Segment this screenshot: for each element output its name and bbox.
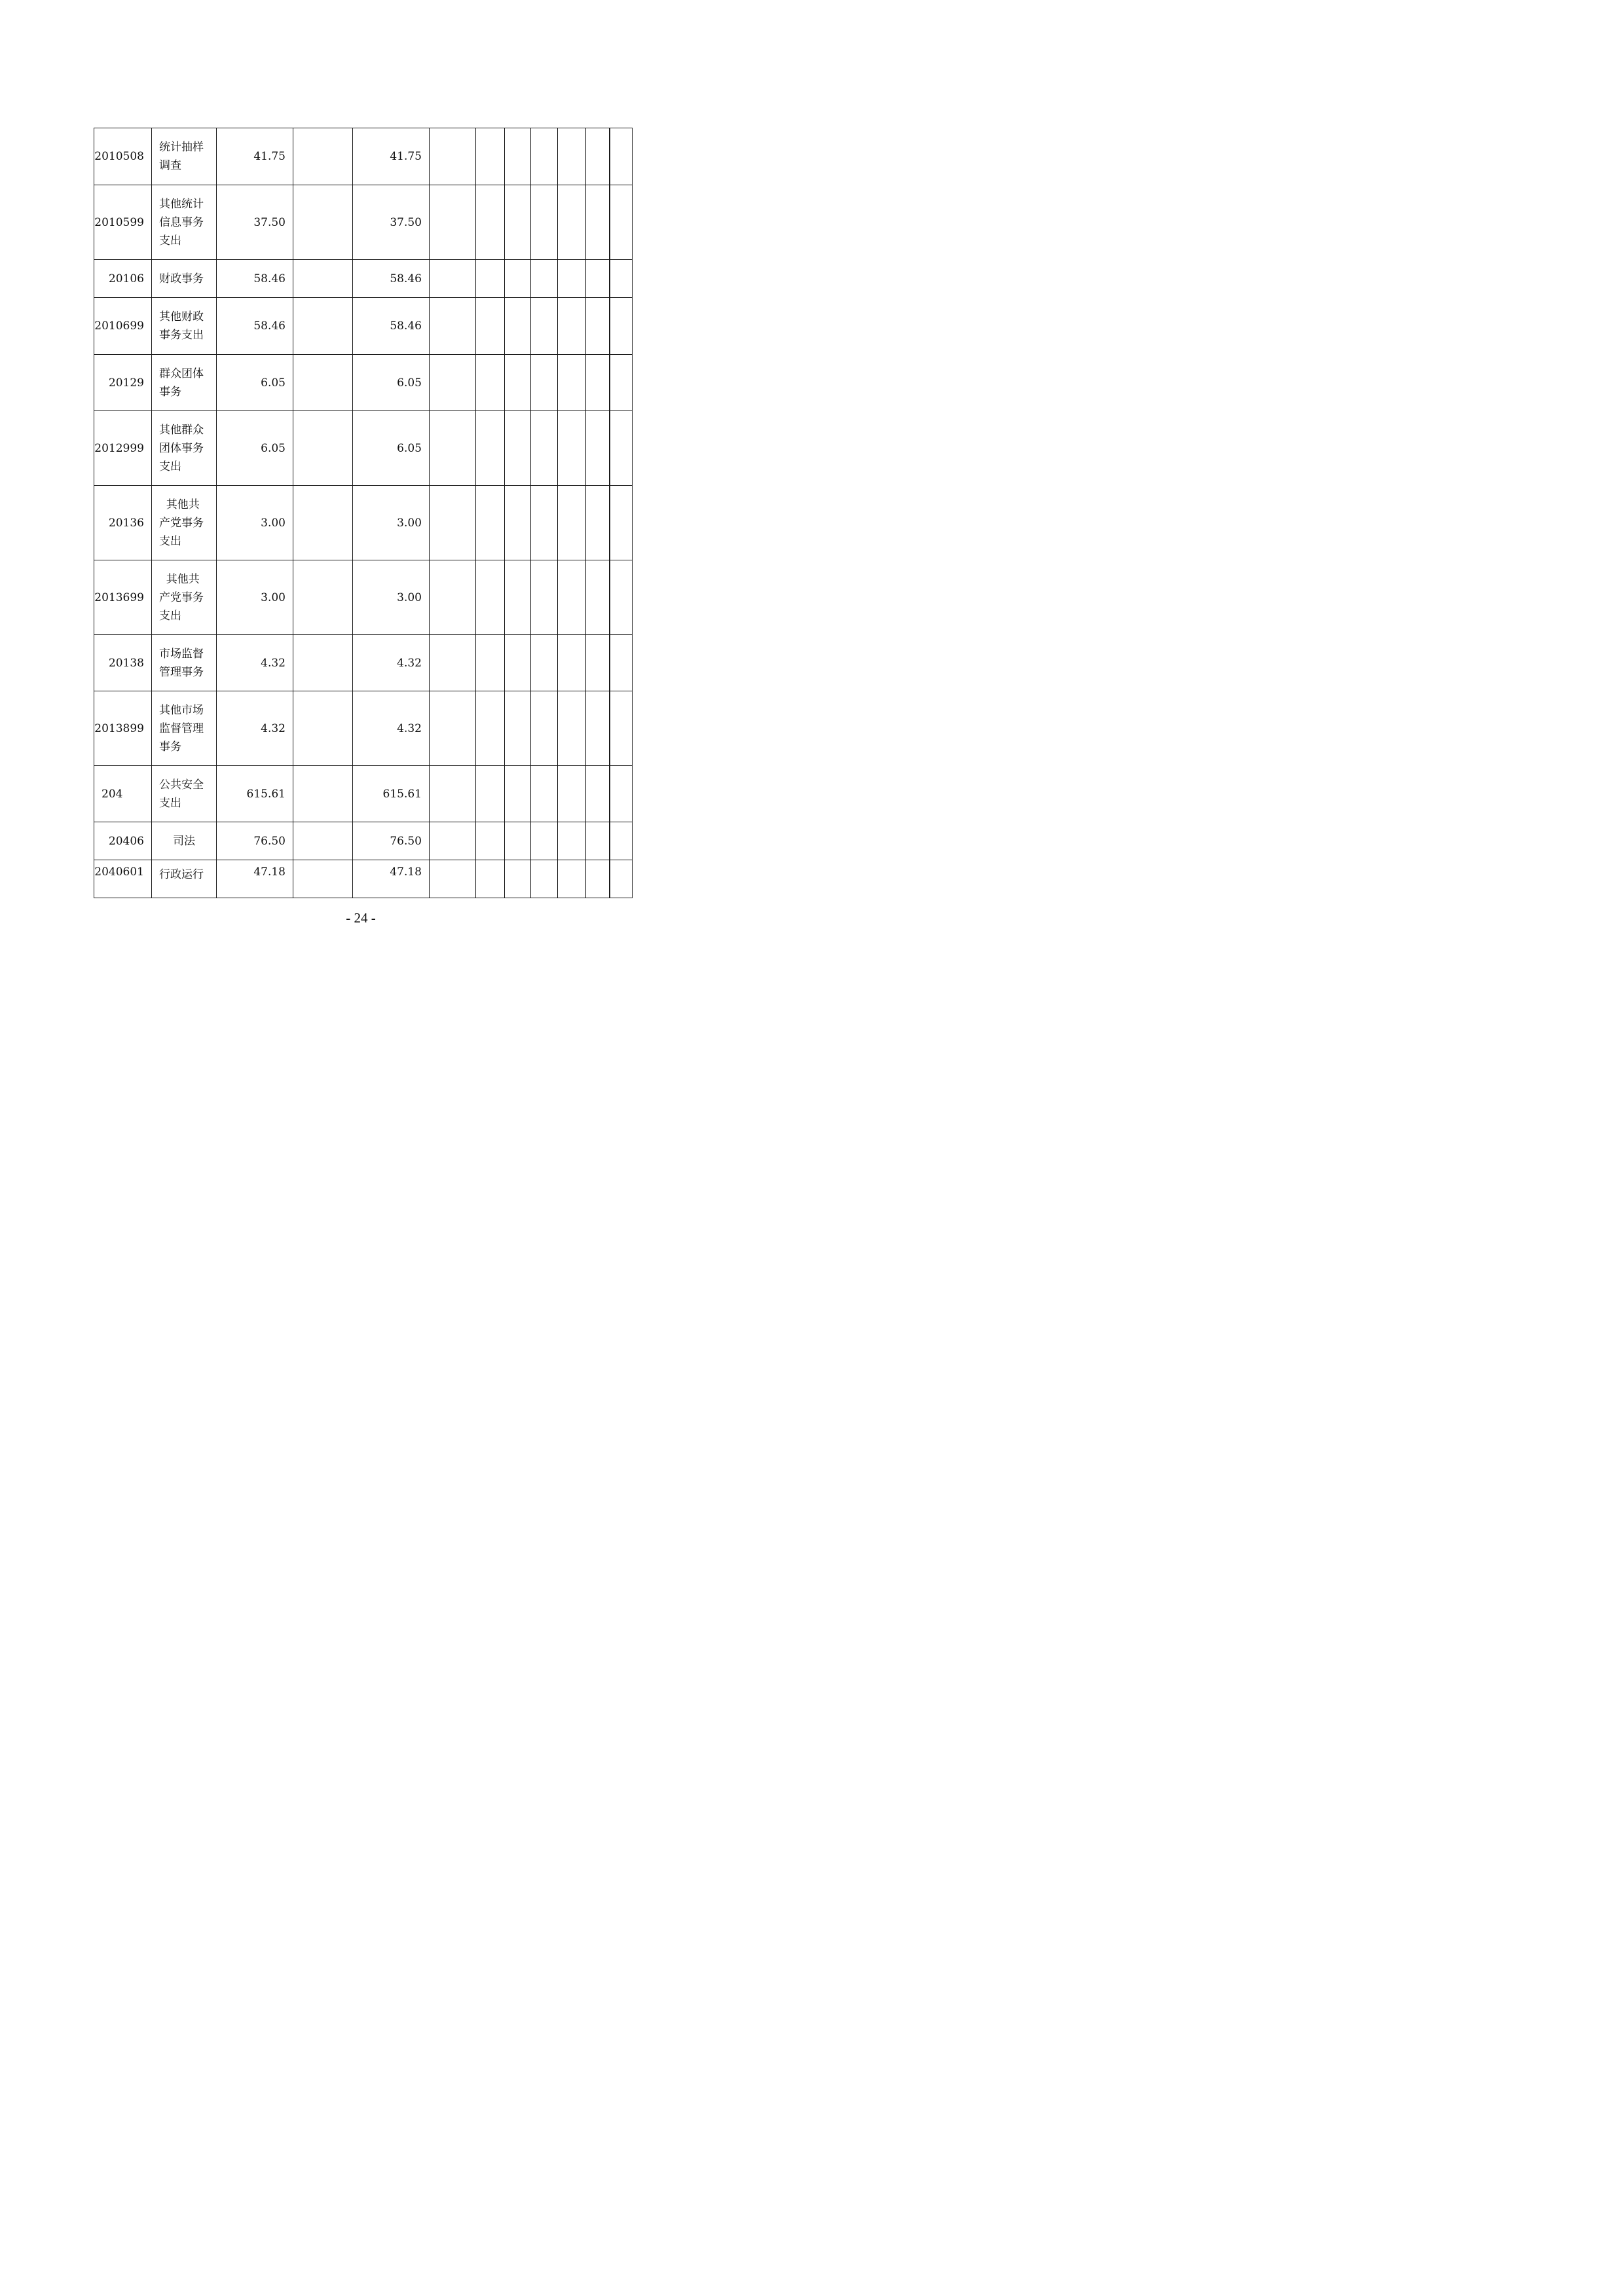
empty-cell	[293, 128, 353, 185]
empty-cell	[476, 411, 505, 486]
empty-cell	[430, 766, 476, 822]
empty-cell	[505, 860, 531, 898]
empty-cell	[293, 355, 353, 411]
empty-cell	[476, 560, 505, 635]
empty-cell	[610, 260, 633, 298]
empty-cell	[558, 486, 586, 560]
empty-cell	[293, 691, 353, 766]
empty-cell	[610, 860, 633, 898]
empty-cell	[610, 560, 633, 635]
empty-cell	[505, 822, 531, 860]
empty-cell	[531, 128, 558, 185]
empty-cell	[430, 260, 476, 298]
amount-cell: 41.75	[353, 128, 430, 185]
empty-cell	[476, 128, 505, 185]
empty-cell	[610, 355, 633, 411]
empty-cell	[586, 411, 610, 486]
subject-code-cell: 2010508	[94, 128, 152, 185]
total-amount-cell: 3.00	[217, 560, 293, 635]
empty-cell	[505, 355, 531, 411]
subject-name-cell: 行政运行	[152, 860, 217, 898]
total-amount-cell: 76.50	[217, 822, 293, 860]
subject-code-cell: 204	[94, 766, 152, 822]
empty-cell	[476, 185, 505, 260]
empty-cell	[586, 128, 610, 185]
table-row	[94, 822, 633, 860]
empty-cell	[558, 691, 586, 766]
empty-cell	[505, 486, 531, 560]
empty-cell	[586, 355, 610, 411]
empty-cell	[531, 260, 558, 298]
subject-name-cell: 群众团体 事务	[152, 355, 217, 411]
empty-cell	[430, 486, 476, 560]
empty-cell	[505, 298, 531, 355]
table-row	[94, 560, 633, 635]
subject-code-cell: 2013699	[94, 560, 152, 635]
subject-name-cell: 财政事务	[152, 260, 217, 298]
total-amount-cell: 58.46	[217, 298, 293, 355]
empty-cell	[293, 560, 353, 635]
empty-cell	[505, 691, 531, 766]
empty-cell	[430, 691, 476, 766]
empty-cell	[293, 635, 353, 691]
empty-cell	[293, 260, 353, 298]
empty-cell	[476, 860, 505, 898]
table-row	[94, 355, 633, 411]
amount-cell: 47.18	[353, 860, 430, 898]
empty-cell	[505, 635, 531, 691]
empty-cell	[558, 298, 586, 355]
table-row	[94, 766, 633, 822]
empty-cell	[610, 766, 633, 822]
amount-cell: 58.46	[353, 260, 430, 298]
table-row	[94, 298, 633, 355]
empty-cell	[531, 860, 558, 898]
amount-cell: 37.50	[353, 185, 430, 260]
empty-cell	[505, 560, 531, 635]
empty-cell	[610, 411, 633, 486]
subject-code-cell: 20406	[94, 822, 152, 860]
subject-name-cell: 其他统计 信息事务 支出	[152, 185, 217, 260]
empty-cell	[558, 635, 586, 691]
empty-cell	[430, 128, 476, 185]
subject-code-cell: 2012999	[94, 411, 152, 486]
subject-name-cell: 其他共 产党事务 支出	[152, 560, 217, 635]
empty-cell	[558, 860, 586, 898]
amount-cell: 6.05	[353, 411, 430, 486]
empty-cell	[293, 185, 353, 260]
empty-cell	[505, 260, 531, 298]
subject-code-cell: 20136	[94, 486, 152, 560]
empty-cell	[430, 355, 476, 411]
empty-cell	[586, 298, 610, 355]
empty-cell	[586, 691, 610, 766]
empty-cell	[430, 411, 476, 486]
empty-cell	[531, 560, 558, 635]
amount-cell: 4.32	[353, 691, 430, 766]
total-amount-cell: 615.61	[217, 766, 293, 822]
total-amount-cell: 4.32	[217, 635, 293, 691]
empty-cell	[558, 260, 586, 298]
empty-cell	[586, 185, 610, 260]
empty-cell	[558, 411, 586, 486]
empty-cell	[610, 822, 633, 860]
empty-cell	[476, 635, 505, 691]
empty-cell	[558, 560, 586, 635]
empty-cell	[293, 822, 353, 860]
subject-name-cell: 其他财政 事务支出	[152, 298, 217, 355]
empty-cell	[505, 411, 531, 486]
empty-cell	[558, 766, 586, 822]
empty-cell	[610, 185, 633, 260]
total-amount-cell: 37.50	[217, 185, 293, 260]
document-page	[0, 0, 722, 1021]
amount-cell: 76.50	[353, 822, 430, 860]
subject-name-cell: 其他共 产党事务 支出	[152, 486, 217, 560]
empty-cell	[505, 766, 531, 822]
subject-code-cell: 2013899	[94, 691, 152, 766]
table-row	[94, 411, 633, 486]
empty-cell	[558, 822, 586, 860]
empty-cell	[476, 766, 505, 822]
empty-cell	[586, 486, 610, 560]
empty-cell	[430, 635, 476, 691]
empty-cell	[293, 298, 353, 355]
table-row	[94, 635, 633, 691]
empty-cell	[505, 128, 531, 185]
table-row	[94, 260, 633, 298]
total-amount-cell: 58.46	[217, 260, 293, 298]
empty-cell	[610, 635, 633, 691]
subject-name-cell: 其他市场 监督管理 事务	[152, 691, 217, 766]
empty-cell	[430, 860, 476, 898]
empty-cell	[531, 411, 558, 486]
budget-expenditure-table	[94, 128, 633, 898]
subject-code-cell: 20106	[94, 260, 152, 298]
subject-name-cell: 其他群众 团体事务 支出	[152, 411, 217, 486]
subject-code-cell: 2040601	[94, 860, 152, 898]
subject-code-cell: 20129	[94, 355, 152, 411]
empty-cell	[610, 298, 633, 355]
table-row	[94, 691, 633, 766]
empty-cell	[476, 298, 505, 355]
empty-cell	[586, 822, 610, 860]
empty-cell	[476, 486, 505, 560]
empty-cell	[586, 860, 610, 898]
total-amount-cell: 6.05	[217, 355, 293, 411]
empty-cell	[476, 691, 505, 766]
subject-name-cell: 统计抽样 调查	[152, 128, 217, 185]
empty-cell	[476, 355, 505, 411]
total-amount-cell: 41.75	[217, 128, 293, 185]
empty-cell	[430, 822, 476, 860]
table-row	[94, 486, 633, 560]
empty-cell	[558, 128, 586, 185]
empty-cell	[531, 486, 558, 560]
empty-cell	[430, 185, 476, 260]
empty-cell	[430, 560, 476, 635]
subject-code-cell: 2010699	[94, 298, 152, 355]
subject-code-cell: 20138	[94, 635, 152, 691]
empty-cell	[293, 860, 353, 898]
empty-cell	[610, 486, 633, 560]
subject-name-cell: 司法	[152, 822, 217, 860]
amount-cell: 6.05	[353, 355, 430, 411]
empty-cell	[476, 822, 505, 860]
empty-cell	[558, 185, 586, 260]
empty-cell	[610, 128, 633, 185]
amount-cell: 4.32	[353, 635, 430, 691]
subject-code-cell: 2010599	[94, 185, 152, 260]
empty-cell	[586, 766, 610, 822]
total-amount-cell: 6.05	[217, 411, 293, 486]
empty-cell	[531, 766, 558, 822]
subject-name-cell: 公共安全 支出	[152, 766, 217, 822]
empty-cell	[293, 411, 353, 486]
empty-cell	[531, 822, 558, 860]
page-number: - 24 -	[346, 910, 376, 926]
empty-cell	[610, 691, 633, 766]
empty-cell	[430, 298, 476, 355]
empty-cell	[586, 260, 610, 298]
empty-cell	[531, 635, 558, 691]
empty-cell	[476, 260, 505, 298]
empty-cell	[531, 691, 558, 766]
total-amount-cell: 4.32	[217, 691, 293, 766]
table-row	[94, 860, 633, 898]
empty-cell	[293, 766, 353, 822]
empty-cell	[505, 185, 531, 260]
empty-cell	[293, 486, 353, 560]
subject-name-cell: 市场监督 管理事务	[152, 635, 217, 691]
table-body	[94, 128, 633, 898]
empty-cell	[558, 355, 586, 411]
table-row	[94, 185, 633, 260]
empty-cell	[586, 560, 610, 635]
amount-cell: 615.61	[353, 766, 430, 822]
amount-cell: 58.46	[353, 298, 430, 355]
empty-cell	[531, 185, 558, 260]
empty-cell	[586, 635, 610, 691]
empty-cell	[531, 298, 558, 355]
empty-cell	[531, 355, 558, 411]
table-row	[94, 128, 633, 185]
total-amount-cell: 3.00	[217, 486, 293, 560]
amount-cell: 3.00	[353, 486, 430, 560]
amount-cell: 3.00	[353, 560, 430, 635]
total-amount-cell: 47.18	[217, 860, 293, 898]
